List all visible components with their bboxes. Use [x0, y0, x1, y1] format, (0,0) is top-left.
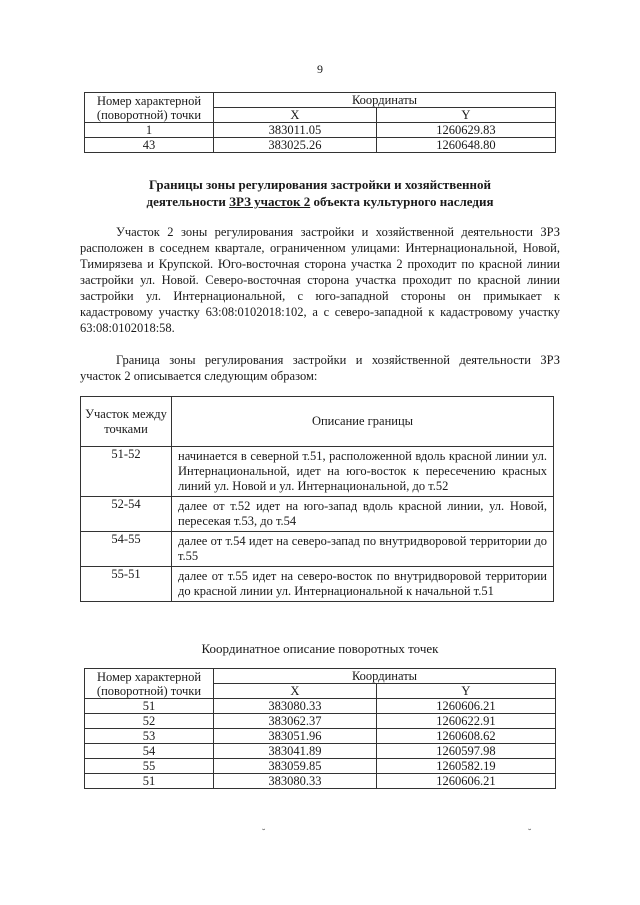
cell-x: 383041.89: [214, 744, 377, 759]
coordinates-table-1: [84, 92, 556, 153]
section-title-part: объекта культурного наследия: [310, 194, 494, 209]
header-y: Y: [376, 108, 555, 123]
coordinates-table-2: [84, 668, 556, 789]
cell-segment: 54-55: [81, 532, 172, 567]
table-row: [85, 138, 556, 153]
header-segment: Участок между точками: [81, 397, 172, 447]
table-row: [85, 744, 556, 759]
header-y: Y: [376, 684, 555, 699]
cell-x: 383062.37: [214, 714, 377, 729]
cell-point: 54: [85, 744, 214, 759]
paragraph-location: Участок 2 зоны регулирования застройки и хозяйственной деятельности ЗРЗ расположен в соседнем квартале, ограниченном улицами: Интернациональной, Новой, Тимирязева и Крупской. Юго-восточная сторона участка 2 проходит по красной линии застройки ул. Новой. Северо-восточная сторона участка проходит по красной линии застройки ул. Интернациональной, с юго-западной стороны он примыкает к кадастровому участку 63:08:0102018:102, а с северо-западной к кадастровому участку 63:08:0102018:58.: [80, 225, 560, 335]
cell-y: 1260648.80: [376, 138, 555, 153]
header-coordinates: Координаты: [214, 669, 556, 684]
cell-y: 1260606.21: [376, 774, 555, 789]
cell-point: 53: [85, 729, 214, 744]
cell-point: 55: [85, 759, 214, 774]
cell-segment: 55-51: [81, 567, 172, 602]
paragraph-description: Граница зоны регулирования застройки и хозяйственной деятельности ЗРЗ участок 2 описывается следующим образом:: [80, 353, 560, 383]
page-number: 9: [317, 62, 323, 76]
cell-point: 52: [85, 714, 214, 729]
cell-description: начинается в северной т.51, расположенной вдоль красной линии ул. Интернациональной, идет на юго-восток к пересечению красных линий ул. Новой и ул. Интернациональной, до т.52: [172, 447, 554, 497]
section-title-part: деятельности: [146, 194, 230, 209]
table-row: [85, 699, 556, 714]
table-row: [81, 447, 554, 497]
table-row: [81, 497, 554, 532]
header-coordinates: Координаты: [214, 93, 556, 108]
table-row: [85, 774, 556, 789]
cell-point: 51: [85, 774, 214, 789]
cell-y: 1260582.19: [376, 759, 555, 774]
cell-x: 383011.05: [214, 123, 377, 138]
header-point: Номер характерной (поворотной) точки: [85, 93, 214, 123]
header-description: Описание границы: [172, 397, 554, 447]
scan-mark: ˘: [262, 828, 266, 839]
cell-x: 383080.33: [214, 699, 377, 714]
boundary-description-table: [80, 396, 554, 602]
coordinates-subtitle: Координатное описание поворотных точек: [201, 641, 439, 656]
table-row: [85, 123, 556, 138]
table-row: [81, 532, 554, 567]
header-point: Номер характерной (поворотной) точки: [85, 669, 214, 699]
cell-x: 383025.26: [214, 138, 377, 153]
cell-y: 1260629.83: [376, 123, 555, 138]
table-row: [81, 567, 554, 602]
cell-y: 1260622.91: [376, 714, 555, 729]
cell-x: 383051.96: [214, 729, 377, 744]
cell-x: 383059.85: [214, 759, 377, 774]
cell-segment: 52-54: [81, 497, 172, 532]
cell-point: 1: [85, 123, 214, 138]
table-row: [85, 759, 556, 774]
cell-description: далее от т.55 идет на северо-восток по внутридворовой территории до красной линии ул. Интернациональной к начальной т.51: [172, 567, 554, 602]
table-row: [85, 729, 556, 744]
header-x: X: [214, 108, 377, 123]
section-title-line2: [80, 193, 560, 210]
table-row: [85, 714, 556, 729]
cell-point: 51: [85, 699, 214, 714]
cell-description: далее от т.52 идет на юго-запад вдоль красной линии, ул. Новой, пересекая т.53, до т.54: [172, 497, 554, 532]
cell-description: далее от т.54 идет на северо-запад по внутридворовой территории до т.55: [172, 532, 554, 567]
section-title-underlined: ЗРЗ участок 2: [229, 194, 311, 209]
cell-segment: 51-52: [81, 447, 172, 497]
cell-x: 383080.33: [214, 774, 377, 789]
section-title: [80, 176, 560, 210]
cell-y: 1260608.62: [376, 729, 555, 744]
cell-y: 1260606.21: [376, 699, 555, 714]
header-x: X: [214, 684, 377, 699]
section-title-line1: Границы зоны регулирования застройки и хозяйственной: [148, 177, 492, 192]
scan-mark: ˘: [528, 828, 532, 839]
cell-point: 43: [85, 138, 214, 153]
cell-y: 1260597.98: [376, 744, 555, 759]
